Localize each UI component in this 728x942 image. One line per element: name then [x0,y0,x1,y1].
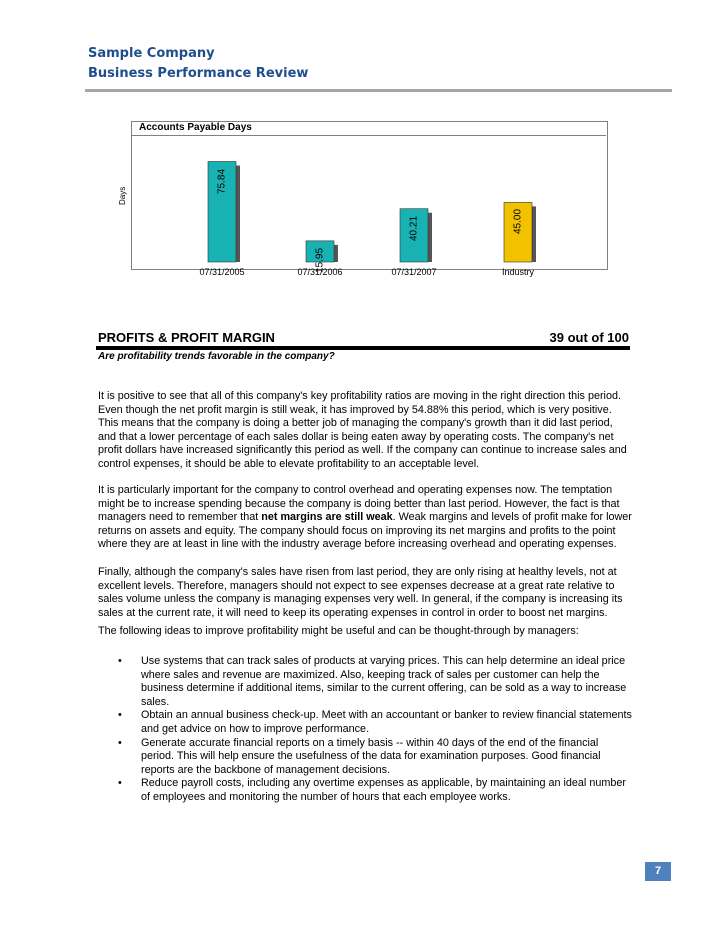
bullet-list [98,655,633,805]
bar-side [428,213,432,262]
paragraph-2-bold: net margins are still weak [261,511,393,524]
bar-side [236,166,240,262]
paragraph-3: Finally, although the company's sales have risen from last period, they are only rising at healthy levels, not at excellent levels. Therefore, managers should not expect to see expenses decrease at a great rate relative to sales volume unless the company is managing expenses very well. In general, if the company is increasing its sales at the current rate, it will need to keep its operating expenses in control in order to boost net margins. [98,566,623,619]
bar-chart [0,0,728,300]
bar-value-label: 45.00 [512,209,524,235]
list-item [98,777,633,804]
section-score: 39 out of 100 [549,330,629,345]
page-number: 7 [645,862,671,881]
x-tick-label: 07/31/2006 [297,267,343,277]
section-title: PROFITS & PROFIT MARGIN [98,330,275,345]
bullet-text: Obtain an annual business check-up. Meet with an accountant or banker to review financial statements and get advice on how to improve performance. [141,709,632,735]
list-item [98,655,633,709]
chart-title: Accounts Payable Days [139,122,252,133]
bar-value-label: 15.95 [314,247,326,273]
paragraph-1: It is positive to see that all of this company's key profitability ratios are moving in the right direction this period. Even though the net profit margin is still weak, it has improved by 54.88% this period, which is very positive. This means that the company is doing a better job of managing the company's growth than it did last period, and that a lower percentage of each sales dollar is being eaten away by operating costs. The company's net profit dollars have increased significantly this period as well. If the company can continue to increase sales and control expenses, it should be able to elevate profitability to an acceptable level. [98,390,627,470]
bar-value-label: 40.21 [408,215,420,241]
bar-side [334,245,338,262]
list-item [98,709,633,736]
paragraph-2 [98,484,633,552]
section-question: Are profitability trends favorable in the company? [98,351,335,362]
section-divider [96,346,630,350]
x-tick-label: Industry [501,267,534,277]
paragraph-2-a: It is particularly important for the company to control overhead and operating expenses now. The temptation might be to increase spending because the company is doing better than last period. However, the fact is that managers need to remember that [98,484,620,524]
bullet-text: Use systems that can track sales of products at varying prices. This can help determine an ideal price where sales and revenue are maximized. Also, keeping track of sales per customer can help the business determine if additional items, similar to the current offering, can be sold as a way to increase sales. [141,655,627,708]
bar-value-label: 75.84 [216,168,228,194]
company-name: Sample Company [88,46,215,61]
bullet-text: Reduce payroll costs, including any overtime expenses as applicable, by maintaining an ideal number of employees and monitoring the number of hours that each employee works. [141,777,626,803]
bar-side [532,206,536,262]
x-tick-label: 07/31/2007 [391,267,437,277]
bullet-text: Generate accurate financial reports on a timely basis -- within 40 days of the end of the financial period. This will help ensure the usefulness of the data for examination purposes. Good financial reports are the backbone of management decisions. [141,736,601,776]
chart-y-label: Days [118,186,127,205]
bullet-icon: • [118,655,122,667]
paragraph-2-b: . Weak margins and levels of profit make for lower returns on assets and equity. The company should focus on improving its net margins and profits to the point where they are at least in line with the industry average before increasing overhead and operating expenses. [98,511,632,551]
paragraph-4: The following ideas to improve profitability might be useful and can be thought-through by managers: [98,625,579,637]
x-tick-label: 07/31/2005 [199,267,245,277]
list-item [98,737,633,778]
bullet-icon: • [118,709,122,722]
bullet-icon: • [118,777,122,790]
bullet-icon: • [118,736,122,749]
report-title: Business Performance Review [88,66,309,81]
